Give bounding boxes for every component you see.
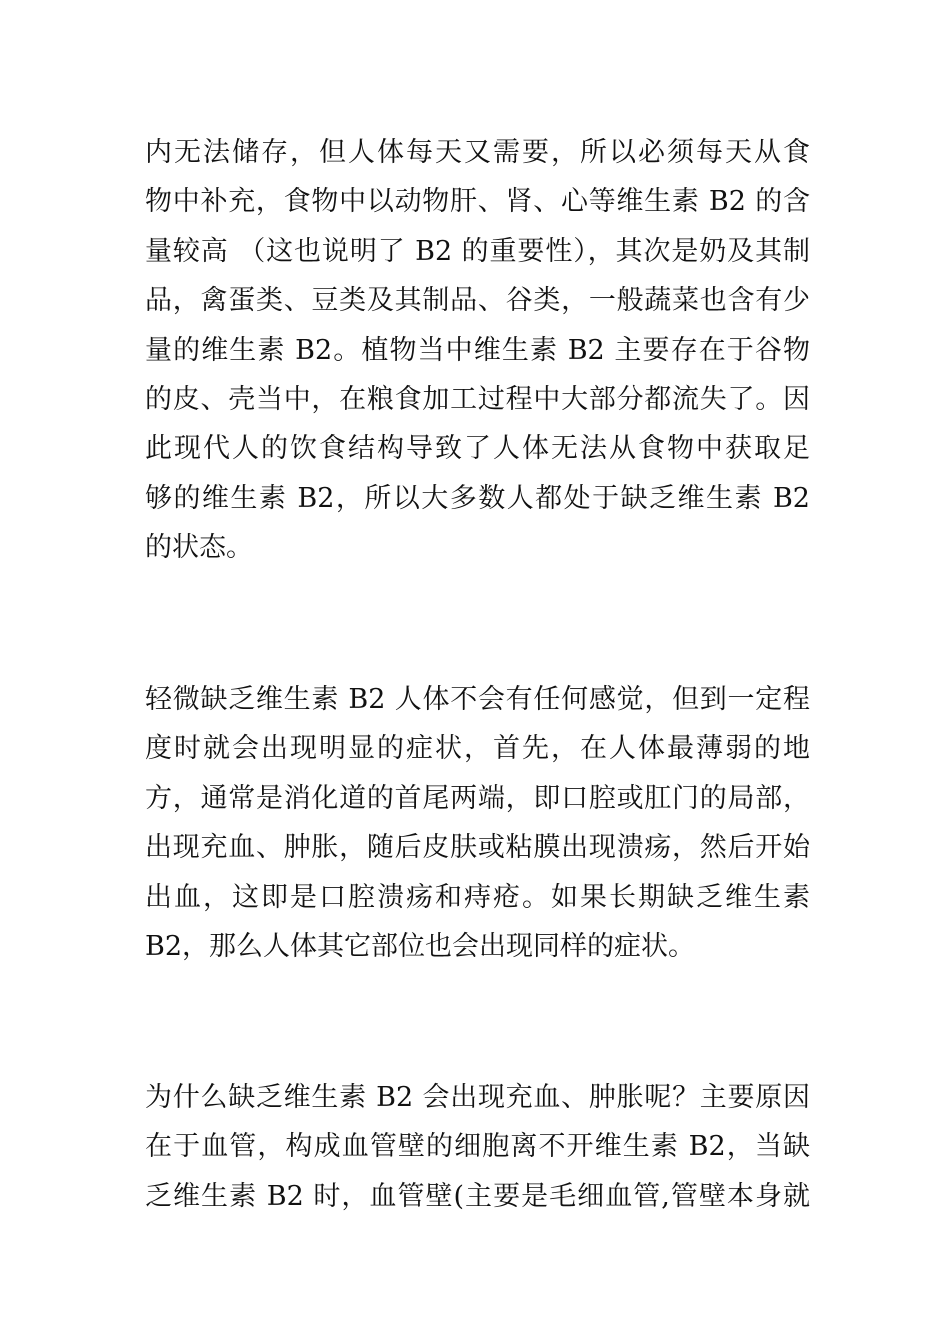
- text-line: 量较高 （这也说明了 B2 的重要性），其次是奶及其制: [145, 235, 810, 267]
- text-line: 的皮、壳当中，在粮食加工过程中大部分都流失了。因: [145, 384, 810, 416]
- paragraph-congestion-cause: [145, 1073, 810, 1221]
- text-line: 度时就会出现明显的症状，首先，在人体最薄弱的地: [145, 733, 810, 765]
- text-line: B2，那么人体其它部位也会出现同样的症状。: [145, 931, 696, 963]
- text-line: 乏维生素 B2 时，血管壁(主要是毛细血管,管壁本身就: [145, 1180, 810, 1212]
- paragraph-deficiency-symptoms: [145, 675, 810, 971]
- text-line: 量的维生素 B2。植物当中维生素 B2 主要存在于谷物: [145, 334, 810, 366]
- text-line: 出血，这即是口腔溃疡和痔疮。如果长期缺乏维生素: [145, 881, 810, 913]
- text-line: 品，禽蛋类、豆类及其制品、谷类，一般蔬菜也含有少: [145, 285, 810, 317]
- text-line: 方，通常是消化道的首尾两端，即口腔或肛门的局部，: [145, 782, 810, 814]
- text-line: 够的维生素 B2，所以大多数人都处于缺乏维生素 B2: [145, 482, 810, 514]
- text-line: 物中补充，食物中以动物肝、肾、心等维生素 B2 的含: [145, 186, 810, 218]
- text-line: 此现代人的饮食结构导致了人体无法从食物中获取足: [145, 433, 810, 465]
- paragraph-vitamin-b2-sources: [145, 128, 810, 573]
- text-line: 出现充血、肿胀，随后皮肤或粘膜出现溃疡，然后开始: [145, 832, 810, 864]
- text-line: 为什么缺乏维生素 B2 会出现充血、肿胀呢？主要原因: [145, 1082, 810, 1113]
- text-line: 在于血管，构成血管壁的细胞离不开维生素 B2，当缺: [145, 1131, 810, 1163]
- text-line: 内无法储存，但人体每天又需要，所以必须每天从食: [145, 137, 810, 168]
- text-line: 的状态。: [145, 532, 253, 564]
- text-line: 轻微缺乏维生素 B2 人体不会有任何感觉，但到一定程: [145, 684, 810, 715]
